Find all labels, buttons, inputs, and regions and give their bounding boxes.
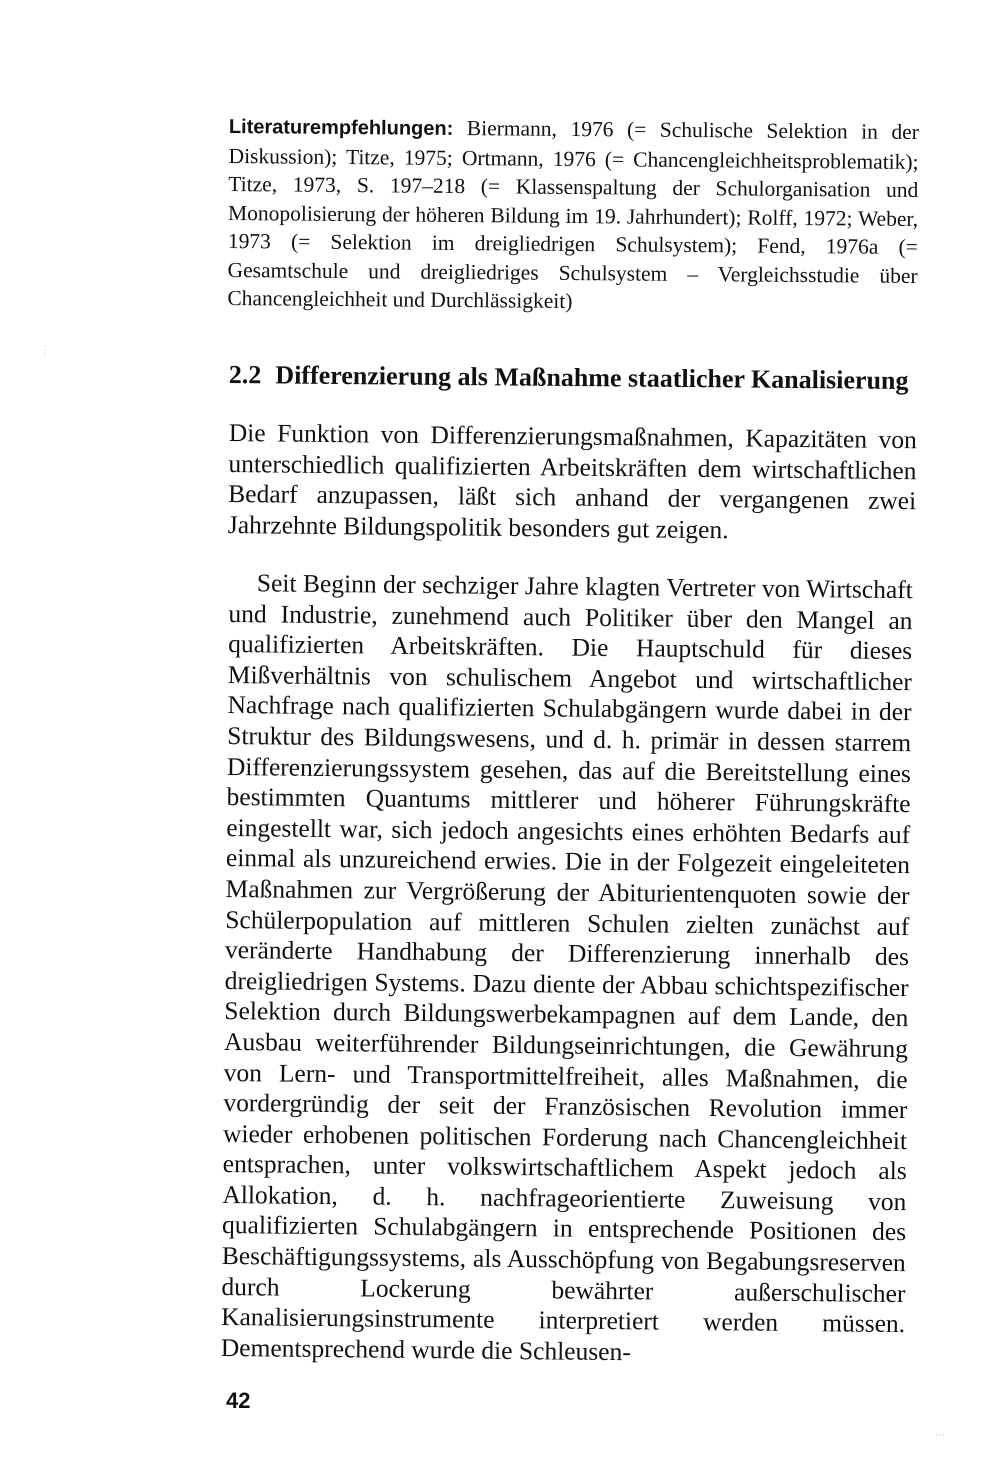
- section-number: 2.2: [228, 360, 262, 390]
- literature-label: Literaturempfehlungen:: [228, 115, 454, 140]
- intro-paragraph: Die Funktion von Differenzierungsmaßnahmen, Kapazitäten von unterschiedlich qualifizierten Arbeitskräften dem wirtschaftlichen Bedarf anzupassen, läßt sich anhand der vergangenen zwei Jahrzehnte Bildungspolitik besonders gut zeigen.: [227, 418, 917, 544]
- scan-speck: ⋯: [935, 1430, 945, 1441]
- page-number: 42: [226, 1388, 251, 1413]
- section-title: Differenzierung als Maßnahme staatlicher Kanalisierung: [275, 360, 909, 395]
- section-heading: [229, 360, 929, 396]
- literature-text: Biermann, 1976 (= Schulische Selektion in der Diskussion); Titze, 1975; Ortmann, 1976 (= Chancengleichheitsproblematik); Titze, 1973, S. 197–218 (= Klassenspaltung der Schulorganisation und Monopolisierung der höheren Bildung im 19. Jahrhundert); Rolff, 1972; Weber, 1973 (= Selektion im dreigliedrigen Schulsystem); Fend, 1976a (= Gesamtschule und dreigliedriges Schulsystem – Vergleichsstudie über Chancengleichheit und Durchlässigkeit): [227, 116, 919, 314]
- scan-speck: ⋮: [40, 345, 50, 356]
- literature-recommendations: [227, 112, 919, 319]
- body-paragraph: Seit Beginn der sechziger Jahre klagten Vertreter von Wirtschaft und Industrie, zunehmend auch Politiker über den Mangel an qualifizierten Arbeitskräften. Die Hauptschuld für dieses Mißverhältnis von schulischem Angebot und wirtschaftlicher Nachfrage nach qualifizierten Schulabgängern wurde dabei in der Struktur des Bildungswesens, und d. h. primär in dessen starrem Differenzierungssystem gesehen, das auf die Bereitstellung eines bestimmten Quantums mittlerer und höherer Führungskräfte eingestellt war, sich jedoch angesichts eines erhöhten Bedarfs auf einmal als unzureichend erwies. Die in der Folgezeit eingeleiteten Maßnahmen zur Vergrößerung der Abiturientenquoten sowie der Schülerpopulation auf mittleren Schulen zielten zunächst auf veränderte Handhabung der Differenzierung innerhalb des dreigliedrigen Systems. Dazu diente der Abbau schichtspezifischer Selektion durch Bildungswerbekampagnen auf dem Lande, den Ausbau weiterführender Bildungseinrichtungen, die Gewährung von Lern- und Transportmittelfreiheit, alles Maßnahmen, die vordergründig der seit der Französischen Revolution immer wieder erhobenen politischen Forderung nach Chancengleichheit entsprachen, unter volkswirtschaftlichem Aspekt jedoch als Allokation, d. h. nachfrageorientierte Zuweisung von qualifizierten Schulabgängern in entsprechende Positionen des Beschäftigungssystems, als Ausschöpfung von Begabungsreserven durch Lockerung bewährter außerschulischer Kanalisierungsinstrumente interpretiert werden müssen. Dementsprechend wurde die Schleusen-: [220, 568, 913, 1367]
